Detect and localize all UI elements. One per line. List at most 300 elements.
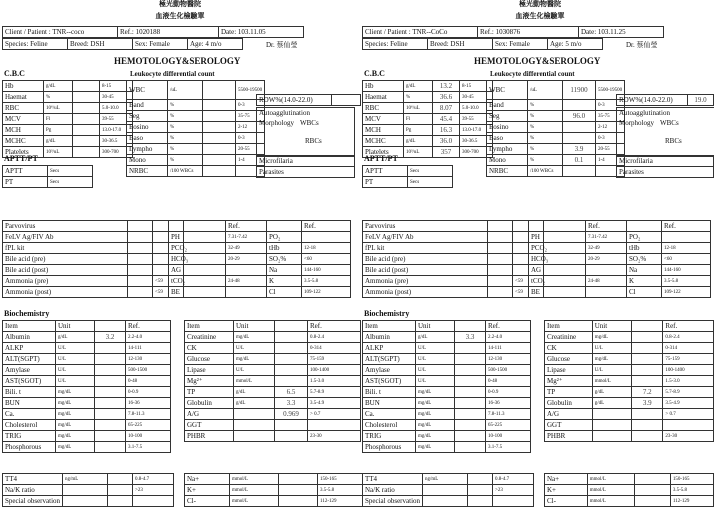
gas-ref: 20-29 bbox=[226, 254, 267, 265]
tt4-table-row bbox=[3, 485, 174, 496]
cbc-unit: g/dL bbox=[44, 136, 73, 147]
serology-name: Ammonia (pre) bbox=[363, 276, 488, 287]
blood-gas-table bbox=[528, 220, 711, 298]
bio-unit: U/L bbox=[56, 343, 95, 354]
spec-blank bbox=[133, 496, 174, 507]
patient-row2-row bbox=[363, 39, 603, 50]
serology-value bbox=[488, 232, 513, 243]
leuko-name: Baso bbox=[127, 133, 168, 144]
ref-cell-value: 1030876 bbox=[495, 27, 521, 36]
doctor bbox=[626, 40, 658, 50]
gas-name: tHb bbox=[627, 243, 662, 254]
wbcs-label: WBCs bbox=[660, 119, 679, 127]
leuko-table-row bbox=[487, 111, 625, 122]
cbc-ref: 39-55 bbox=[460, 114, 493, 125]
patient-row1 bbox=[2, 26, 304, 38]
bio-name: A/G bbox=[545, 409, 593, 420]
serology-table-row bbox=[363, 221, 544, 232]
serology-table-row bbox=[363, 243, 544, 254]
bio-value bbox=[95, 376, 126, 387]
cbc-ref: 13.0-17.0 bbox=[460, 125, 493, 136]
serology-table-row bbox=[3, 254, 184, 265]
leuko-value bbox=[203, 111, 236, 122]
gas-ref bbox=[226, 287, 267, 298]
biochem-table-left-row bbox=[363, 431, 531, 442]
cbc-table-row bbox=[363, 125, 493, 136]
tt4-table bbox=[2, 473, 174, 507]
leuko-ref: 0-3 bbox=[596, 133, 625, 144]
bio-name: Bili. t bbox=[3, 387, 56, 398]
wbcs-label: WBCs bbox=[300, 119, 319, 127]
bio-ref: 2.2-4.0 bbox=[486, 332, 531, 343]
bio-value bbox=[275, 431, 308, 442]
biochem-table-right-row bbox=[185, 332, 361, 343]
leuko-value bbox=[563, 100, 596, 111]
serology-value bbox=[488, 254, 513, 265]
electrolyte-table-row bbox=[545, 474, 714, 485]
bio-unit: mg/dL bbox=[416, 420, 455, 431]
gas-hdr bbox=[169, 221, 226, 232]
bio-hdr-val bbox=[95, 321, 126, 332]
blood-gas-table-row bbox=[529, 254, 711, 265]
cbc-table-row bbox=[363, 103, 493, 114]
biochem-table-left-row bbox=[363, 343, 531, 354]
biochem-table-left-row bbox=[3, 321, 171, 332]
biochem-table-right-row bbox=[545, 420, 714, 431]
microfilaria-label: Microfilaria bbox=[617, 156, 714, 167]
bio-ref: 3.1-7.5 bbox=[486, 442, 531, 453]
bio-unit bbox=[234, 409, 275, 420]
serology-value bbox=[128, 265, 153, 276]
rbcs-label: RBCs bbox=[305, 137, 322, 145]
serology-name: Ammonia (pre) bbox=[3, 276, 128, 287]
bio-value bbox=[95, 409, 126, 420]
bio-ref: 0-48 bbox=[126, 376, 171, 387]
ele-name: Na+ bbox=[545, 474, 588, 485]
gas-name: AG bbox=[169, 265, 226, 276]
cbc-unit: g/dL bbox=[404, 81, 433, 92]
gas-ref bbox=[302, 232, 351, 243]
bio-name: CK bbox=[185, 343, 234, 354]
leuko-name: NRBC bbox=[487, 166, 528, 177]
bio-name: GGT bbox=[185, 420, 234, 431]
morphology-row bbox=[617, 118, 714, 128]
leuko-table-row bbox=[487, 166, 625, 177]
cbc-unit: Fl bbox=[404, 114, 433, 125]
biochem-table-right bbox=[184, 320, 361, 442]
cbc-name: MCV bbox=[363, 114, 404, 125]
bio-name: Albumin bbox=[363, 332, 416, 343]
bio-unit: mg/dL bbox=[592, 354, 631, 365]
gas-name: K bbox=[627, 276, 662, 287]
biochemistry-title: Biochemistry bbox=[364, 309, 410, 318]
serology-table-row bbox=[363, 276, 544, 287]
leuko-ref: 0-3 bbox=[596, 100, 625, 111]
wbc-ref: 5500-19500 bbox=[596, 81, 625, 100]
client-cell-value: TNR--coco bbox=[52, 27, 85, 36]
hospital-name: 極光動物醫院 bbox=[519, 0, 561, 8]
date-cell-value: 103.11.25 bbox=[597, 27, 626, 36]
leuko-name: Band bbox=[487, 100, 528, 111]
bio-name: CK bbox=[545, 343, 593, 354]
leuko-ref: 20-55 bbox=[596, 144, 625, 155]
morphology-box bbox=[616, 107, 714, 157]
bio-ref: 3.5-4.9 bbox=[308, 398, 361, 409]
bio-hdr-item: Item bbox=[185, 321, 234, 332]
aptt-table bbox=[362, 165, 453, 188]
doctor-label: Dr. bbox=[266, 41, 277, 49]
micro-table-row bbox=[257, 156, 355, 167]
microfilaria-label: Microfilaria bbox=[257, 156, 355, 167]
bio-name: Creatinine bbox=[545, 332, 593, 343]
bio-name: Amylase bbox=[3, 365, 56, 376]
blood-gas-table-row bbox=[169, 276, 351, 287]
wbc-value bbox=[203, 81, 236, 100]
gas-name: SO₂% bbox=[627, 254, 662, 265]
leuko-ref: 35-75 bbox=[236, 111, 265, 122]
serology-ref: <59 bbox=[153, 276, 184, 287]
gas-ref: 32-49 bbox=[586, 243, 627, 254]
leuko-ref: 20-55 bbox=[236, 144, 265, 155]
ele-value bbox=[634, 474, 670, 485]
leuko-value bbox=[203, 166, 236, 177]
serology-value bbox=[488, 265, 513, 276]
leuko-value bbox=[563, 122, 596, 133]
tt4-table-row bbox=[363, 485, 534, 496]
ele-unit: mmol/L bbox=[230, 496, 279, 507]
bio-ref: 500-1500 bbox=[126, 365, 171, 376]
leuko-title: Leukocyte differential count bbox=[130, 70, 215, 78]
gas-name: tCO₂ bbox=[529, 276, 586, 287]
gas-ref: 144-160 bbox=[662, 265, 711, 276]
cbc-name: Platelets bbox=[3, 147, 44, 158]
cbc-table-row bbox=[363, 114, 493, 125]
spec-blank bbox=[423, 496, 468, 507]
gas-ref: 109-122 bbox=[662, 287, 711, 298]
bio-unit bbox=[592, 409, 631, 420]
biochem-table-right-row bbox=[185, 376, 361, 387]
ele-unit: mmol/L bbox=[230, 474, 279, 485]
blood-gas-table-row bbox=[169, 232, 351, 243]
pt-label: PT bbox=[3, 177, 48, 188]
gas-ref: 12-18 bbox=[662, 243, 711, 254]
gas-hdr bbox=[529, 221, 586, 232]
leuko-name: Lympho bbox=[127, 144, 168, 155]
cbc-value: 16.3 bbox=[433, 125, 460, 136]
client-cell bbox=[363, 27, 478, 38]
tt4-name: TT4 bbox=[363, 474, 423, 485]
wbc-name: WBC bbox=[487, 81, 528, 100]
client-cell-label: Client / Patient : bbox=[365, 27, 411, 36]
bio-unit: mg/dL bbox=[416, 387, 455, 398]
electrolyte-table-row bbox=[545, 496, 714, 507]
bio-unit: g/dL bbox=[234, 398, 275, 409]
leuko-table-row bbox=[127, 122, 265, 133]
biochem-table-left-row bbox=[3, 420, 171, 431]
tt4-ref: 0.8-4.7 bbox=[133, 474, 174, 485]
rdw-table-row bbox=[257, 95, 361, 106]
bio-value bbox=[455, 409, 486, 420]
breed-cell bbox=[428, 39, 493, 50]
bio-unit: mg/dL bbox=[56, 387, 95, 398]
ele-name: Na+ bbox=[185, 474, 230, 485]
bio-ref: 75-159 bbox=[308, 354, 361, 365]
bio-ref: 5.7-8.9 bbox=[308, 387, 361, 398]
bio-ref: 3.5-4.9 bbox=[663, 398, 714, 409]
bio-value bbox=[632, 420, 663, 431]
client-cell-label: Client / Patient : bbox=[5, 27, 51, 36]
ele-ref: 3.5-5.8 bbox=[670, 485, 713, 496]
bio-hdr-unit: Unit bbox=[234, 321, 275, 332]
bio-ref: 0-0.9 bbox=[486, 387, 531, 398]
biochem-table-right-row bbox=[185, 354, 361, 365]
rdw-label: RDW%(14.0-22.0) bbox=[257, 95, 332, 106]
gas-name: SO₂% bbox=[267, 254, 302, 265]
leuko-name: Seg bbox=[127, 111, 168, 122]
bio-unit: U/L bbox=[416, 376, 455, 387]
ele-value bbox=[279, 485, 318, 496]
bio-unit: mg/dL bbox=[234, 354, 275, 365]
leuko-value bbox=[203, 155, 236, 166]
bio-ref: 23-30 bbox=[308, 431, 361, 442]
bio-hdr-val bbox=[455, 321, 486, 332]
biochem-table-left-row bbox=[363, 376, 531, 387]
cbc-value bbox=[73, 81, 100, 92]
gas-name: PH bbox=[529, 232, 586, 243]
form-title: 血液生化檢驗單 bbox=[155, 12, 205, 20]
biochem-table-right-row bbox=[185, 431, 361, 442]
gas-name: PO₂ bbox=[627, 232, 662, 243]
bio-unit: mg/dL bbox=[56, 442, 95, 453]
bio-ref: 0-0.9 bbox=[126, 387, 171, 398]
cbc-unit: Pg bbox=[404, 125, 433, 136]
gas-ref: 24-48 bbox=[586, 276, 627, 287]
leuko-unit: % bbox=[528, 155, 563, 166]
gas-name: AG bbox=[529, 265, 586, 276]
age-cell bbox=[188, 39, 243, 50]
bio-name: Ca. bbox=[3, 409, 56, 420]
cbc-name: Hb bbox=[3, 81, 44, 92]
tt4-unit: ng/mL bbox=[423, 474, 468, 485]
bio-unit: g/dL bbox=[234, 387, 275, 398]
biochem-table-right bbox=[544, 320, 714, 442]
biochem-table-right-row bbox=[545, 398, 714, 409]
serology-table-row bbox=[3, 287, 184, 298]
gas-name: Na bbox=[267, 265, 302, 276]
gas-hdr-ref: Ref. bbox=[226, 221, 267, 232]
ele-value bbox=[279, 474, 318, 485]
gas-name: Cl bbox=[267, 287, 302, 298]
gas-ref bbox=[586, 265, 627, 276]
cbc-unit: Fl bbox=[44, 114, 73, 125]
bio-value bbox=[95, 343, 126, 354]
bio-value bbox=[455, 354, 486, 365]
gas-ref: 12-18 bbox=[302, 243, 351, 254]
cbc-table bbox=[362, 80, 493, 158]
bio-ref bbox=[663, 420, 714, 431]
wbc-name: WBC bbox=[127, 81, 168, 100]
cbc-ref: 13.0-17.0 bbox=[100, 125, 133, 136]
bio-value bbox=[95, 398, 126, 409]
cbc-value: 357 bbox=[433, 147, 460, 158]
cbc-ref: 39-55 bbox=[100, 114, 133, 125]
micro-table-row bbox=[617, 156, 714, 167]
bio-ref: 1.5-3.0 bbox=[308, 376, 361, 387]
bio-unit: g/dL bbox=[592, 387, 631, 398]
nak-ref: >23 bbox=[493, 485, 534, 496]
bio-ref: 23-30 bbox=[663, 431, 714, 442]
species-cell bbox=[363, 39, 428, 50]
bio-value bbox=[455, 442, 486, 453]
sex-cell-value: Female bbox=[509, 39, 530, 48]
gas-name: Cl bbox=[627, 287, 662, 298]
age-cell-value: 4 m/o bbox=[205, 39, 222, 48]
breed-cell bbox=[68, 39, 133, 50]
bio-ref: 100-1400 bbox=[663, 365, 714, 376]
bio-name: BUN bbox=[363, 398, 416, 409]
bio-value bbox=[95, 354, 126, 365]
bio-value: 0.969 bbox=[275, 409, 308, 420]
doctor-label: Dr. bbox=[626, 41, 637, 49]
patient-row1-row bbox=[363, 27, 664, 38]
bio-value: 3.3 bbox=[455, 332, 486, 343]
bio-ref: 0.8-2.4 bbox=[308, 332, 361, 343]
leuko-table-row bbox=[127, 133, 265, 144]
cbc-value bbox=[73, 92, 100, 103]
ref-cell bbox=[118, 27, 219, 38]
bio-name: Albumin bbox=[3, 332, 56, 343]
cbc-table bbox=[2, 80, 133, 158]
cbc-ref: 30-45 bbox=[100, 92, 133, 103]
leuko-table-row bbox=[127, 100, 265, 111]
serology-name: Parvovirus bbox=[3, 221, 128, 232]
cbc-unit: g/dL bbox=[404, 136, 433, 147]
wbc-unit: /uL bbox=[528, 81, 563, 100]
aptt-unit: Secs bbox=[48, 166, 93, 177]
biochem-table-left-row bbox=[363, 387, 531, 398]
bio-name: Phosphorous bbox=[363, 442, 416, 453]
serology-value bbox=[488, 221, 513, 232]
hema-title: HEMOTOLOGY&SEROLOGY bbox=[114, 56, 241, 66]
rdw-table bbox=[616, 94, 714, 106]
bio-name: Lipase bbox=[545, 365, 593, 376]
cbc-ref: 5.0-10.0 bbox=[100, 103, 133, 114]
aptt-table-row bbox=[363, 166, 453, 177]
electrolyte-table bbox=[544, 473, 714, 507]
biochem-table-left-row bbox=[3, 442, 171, 453]
cbc-unit: g/dL bbox=[44, 81, 73, 92]
bio-unit: mg/dL bbox=[416, 398, 455, 409]
aptt-title: APTT/PT bbox=[4, 154, 38, 163]
blood-gas-table-row bbox=[529, 276, 711, 287]
bio-name: TP bbox=[545, 387, 593, 398]
biochem-table-left-row bbox=[363, 442, 531, 453]
bio-ref: 5.7-8.9 bbox=[663, 387, 714, 398]
species-cell-label: Species: bbox=[365, 39, 389, 48]
bio-name: Ca. bbox=[363, 409, 416, 420]
bio-name: Cholesterol bbox=[3, 420, 56, 431]
gas-name: PO₂ bbox=[267, 232, 302, 243]
bio-hdr-item: Item bbox=[363, 321, 416, 332]
cbc-value: 36.6 bbox=[433, 92, 460, 103]
biochem-table-right-row bbox=[185, 343, 361, 354]
ele-ref: 150-165 bbox=[318, 474, 363, 485]
gas-hdr bbox=[267, 221, 302, 232]
cbc-name: Haemat bbox=[3, 92, 44, 103]
bio-ref: > 0.7 bbox=[308, 409, 361, 420]
bio-value bbox=[455, 343, 486, 354]
cbc-title: C.B.C bbox=[364, 69, 385, 78]
bio-hdr-item: Item bbox=[3, 321, 56, 332]
biochem-table-left-row bbox=[3, 343, 171, 354]
bio-name: ALKP bbox=[3, 343, 56, 354]
bio-name: TP bbox=[185, 387, 234, 398]
cbc-unit: 10⁶/uL bbox=[44, 103, 73, 114]
serology-value bbox=[128, 254, 153, 265]
rdw-value bbox=[332, 95, 361, 106]
leuko-table-row bbox=[487, 100, 625, 111]
biochem-table-right-row bbox=[185, 420, 361, 431]
leuko-title: Leukocyte differential count bbox=[490, 70, 575, 78]
biochem-table-right-row bbox=[545, 332, 714, 343]
biochem-table-left-row bbox=[3, 409, 171, 420]
tt4-table bbox=[362, 473, 534, 507]
biochem-table-left-row bbox=[363, 354, 531, 365]
bio-name: AST(SGOT) bbox=[3, 376, 56, 387]
ref-cell-label: Ref.: bbox=[480, 27, 494, 36]
serology-value bbox=[128, 276, 153, 287]
bio-name: TRIG bbox=[363, 431, 416, 442]
aptt-title: APTT/PT bbox=[364, 154, 398, 163]
cbc-value bbox=[73, 114, 100, 125]
bio-value: 6.5 bbox=[275, 387, 308, 398]
tt4-name: TT4 bbox=[3, 474, 63, 485]
parasites-label: Parasites bbox=[617, 167, 714, 178]
aptt-table-row bbox=[3, 177, 93, 188]
serology-name: Ammonia (post) bbox=[363, 287, 488, 298]
gas-ref bbox=[662, 232, 711, 243]
bio-unit: U/L bbox=[234, 365, 275, 376]
gas-ref: 109-122 bbox=[302, 287, 351, 298]
cbc-table-row bbox=[3, 92, 133, 103]
leuko-value: 96.0 bbox=[563, 111, 596, 122]
bio-unit: mg/dL bbox=[56, 409, 95, 420]
sex-cell bbox=[493, 39, 548, 50]
tt4-table-row bbox=[363, 496, 534, 507]
bio-value bbox=[455, 376, 486, 387]
bio-value bbox=[632, 343, 663, 354]
bio-name: TRIG bbox=[3, 431, 56, 442]
bio-value bbox=[95, 431, 126, 442]
bio-unit bbox=[234, 420, 275, 431]
leuko-unit: /100 WBCs bbox=[528, 166, 563, 177]
bio-value bbox=[632, 409, 663, 420]
rbcs-label: RBCs bbox=[665, 137, 682, 145]
biochem-table-right-row bbox=[185, 365, 361, 376]
cbc-name: MCHC bbox=[3, 136, 44, 147]
leuko-unit: % bbox=[528, 100, 563, 111]
bio-unit: mg/dL bbox=[592, 332, 631, 343]
serology-value bbox=[488, 287, 513, 298]
nak-unit bbox=[63, 485, 108, 496]
bio-unit: mg/dL bbox=[56, 398, 95, 409]
cbc-name: MCH bbox=[363, 125, 404, 136]
serology-name: Bile acid (post) bbox=[363, 265, 488, 276]
bio-ref: 65-225 bbox=[486, 420, 531, 431]
bio-unit bbox=[592, 420, 631, 431]
doctor-value: 蔡仙瑩 bbox=[276, 41, 298, 49]
leuko-table-row bbox=[487, 144, 625, 155]
